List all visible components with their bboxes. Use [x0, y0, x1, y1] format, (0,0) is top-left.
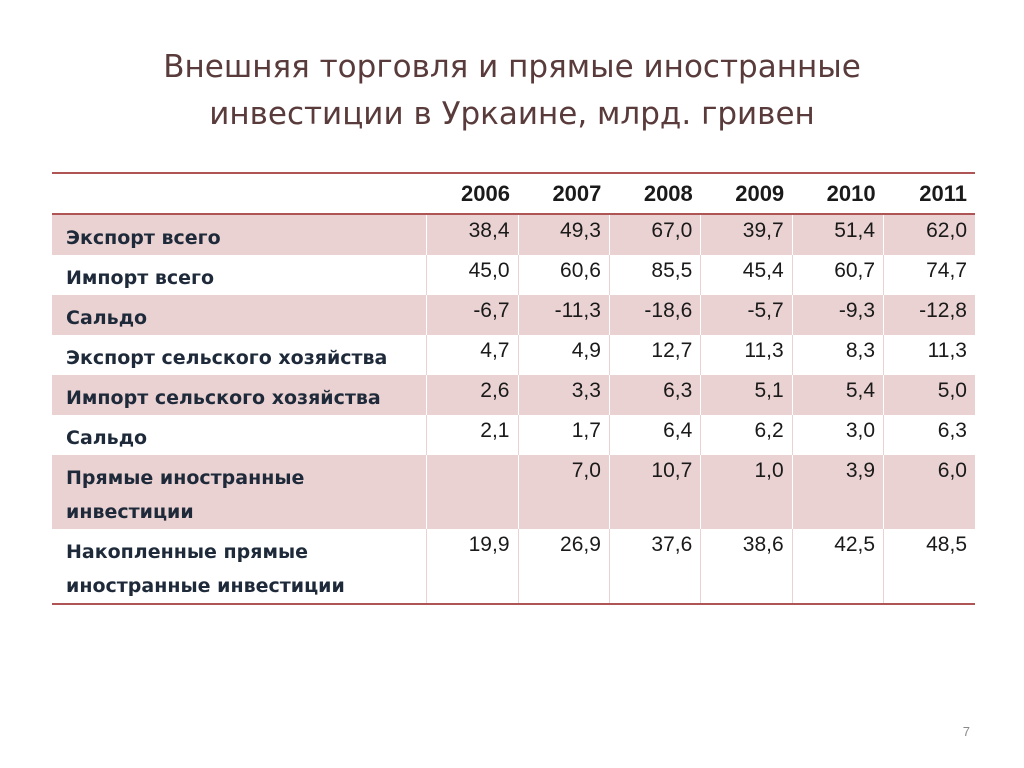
value-cell: 6,0 [884, 455, 975, 529]
table-row [52, 295, 975, 335]
value-cell: 49,3 [518, 214, 609, 255]
header-cell-year: 2007 [552, 180, 602, 206]
value-cell: 19,9 [427, 529, 518, 604]
value-cell: 5,4 [792, 375, 883, 415]
value-cell: 2,6 [427, 375, 518, 415]
row-label: Импорт сельского хозяйства [66, 387, 381, 409]
header-cell-year: 2006 [461, 180, 510, 206]
value-cell: 39,7 [701, 214, 792, 255]
value-cell: -11,3 [518, 295, 609, 335]
value-cell: 62,0 [884, 214, 975, 255]
value-cell: 6,3 [609, 375, 700, 415]
table-row [52, 415, 975, 455]
value-cell: 6,3 [884, 415, 975, 455]
value-cell: 2,1 [427, 415, 518, 455]
table-header-row [52, 173, 975, 214]
value-cell: 4,7 [427, 335, 518, 375]
header-cell-year: 2008 [643, 180, 693, 206]
value-cell: 8,3 [792, 335, 883, 375]
value-cell: 5,1 [701, 375, 792, 415]
slide-title-line-2: инвестиции в Уркаине, млрд. гривен [209, 96, 815, 132]
value-cell: 1,0 [701, 455, 792, 529]
row-label: Экспорт всего [66, 227, 221, 249]
value-cell: 45,4 [701, 255, 792, 295]
row-label: Импорт всего [66, 267, 214, 289]
value-cell: -6,7 [427, 295, 518, 335]
table-row [52, 214, 975, 255]
row-label: Сальдо [66, 307, 148, 329]
slide-title [112, 44, 912, 138]
value-cell: 48,5 [884, 529, 975, 604]
header-cell-year: 2011 [919, 180, 967, 206]
value-cell: 38,4 [427, 214, 518, 255]
value-cell: 26,9 [518, 529, 609, 604]
value-cell: -5,7 [701, 295, 792, 335]
header-cell-year: 2010 [826, 180, 876, 206]
value-cell: 6,4 [609, 415, 700, 455]
value-cell: 1,7 [518, 415, 609, 455]
value-cell: 42,5 [792, 529, 883, 604]
value-cell: 3,3 [518, 375, 609, 415]
row-label: Экспорт сельского хозяйства [66, 347, 388, 369]
slide-title-line-1: Внешняя торговля и прямые иностранные [163, 49, 861, 85]
table-row [52, 255, 975, 295]
page-number: 7 [962, 724, 970, 739]
value-cell: 7,0 [518, 455, 609, 529]
value-cell: 67,0 [609, 214, 700, 255]
value-cell: 3,0 [792, 415, 883, 455]
value-cell: -12,8 [884, 295, 975, 335]
row-label: Накопленные прямые иностранные инвестиции [66, 541, 345, 597]
value-cell: 10,7 [609, 455, 700, 529]
value-cell: 11,3 [884, 335, 975, 375]
value-cell: 3,9 [792, 455, 883, 529]
row-label: Сальдо [66, 427, 148, 449]
value-cell: 60,6 [518, 255, 609, 295]
row-label: Прямые иностранные инвестиции [66, 467, 305, 523]
value-cell: 12,7 [609, 335, 700, 375]
value-cell: -9,3 [792, 295, 883, 335]
table-row [52, 335, 975, 375]
value-cell: 45,0 [427, 255, 518, 295]
value-cell: -18,6 [609, 295, 700, 335]
value-cell: 5,0 [884, 375, 975, 415]
value-cell: 51,4 [792, 214, 883, 255]
value-cell: 85,5 [609, 255, 700, 295]
value-cell: 4,9 [518, 335, 609, 375]
table-row [52, 455, 975, 529]
header-cell-year: 2009 [735, 180, 785, 206]
table-row [52, 375, 975, 415]
header-cell-label [52, 173, 427, 214]
value-cell: 74,7 [884, 255, 975, 295]
trade-investment-table [52, 172, 975, 605]
value-cell [427, 455, 518, 529]
value-cell: 38,6 [701, 529, 792, 604]
value-cell: 11,3 [701, 335, 792, 375]
value-cell: 37,6 [609, 529, 700, 604]
value-cell: 6,2 [701, 415, 792, 455]
table-row [52, 529, 975, 604]
value-cell: 60,7 [792, 255, 883, 295]
